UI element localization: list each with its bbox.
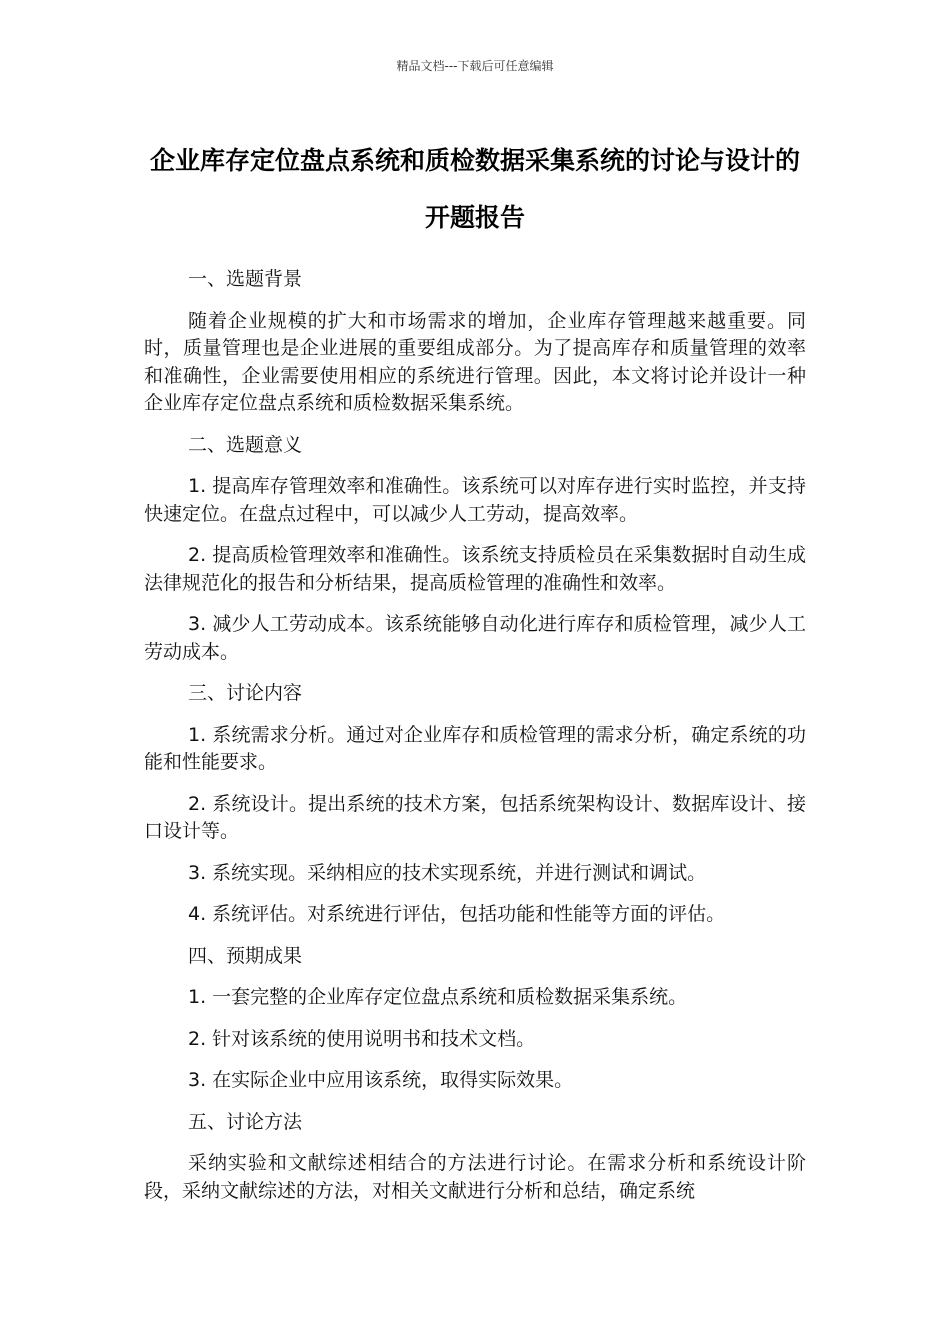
- page-header: 精品文档---下载后可任意编辑: [396, 59, 554, 73]
- section-heading-background: 一、选题背景: [188, 268, 303, 290]
- content-item-4: 4. 系统评估。对系统进行评估，包括功能和性能等方面的评估。: [188, 903, 726, 925]
- document-title: 企业库存定位盘点系统和质检数据采集系统的讨论与设计的开题报告: [149, 146, 800, 232]
- methods-paragraph: 采纳实验和文献综述相结合的方法进行讨论。在需求分析和系统设计阶段，采纳文献综述的方法，对相关文献进行分析和总结，确定系统: [144, 1152, 806, 1202]
- section-heading-outcomes: 四、预期成果: [188, 944, 303, 967]
- document-body: [144, 266, 806, 1219]
- outcome-item-2: 2. 针对该系统的使用说明书和技术文档。: [188, 1027, 536, 1050]
- content-item-2: 2. 系统设计。提出系统的技术方案，包括系统架构设计、数据库设计、接口设计等。: [144, 792, 806, 842]
- outcome-item-3: 3. 在实际企业中应用该系统，取得实际效果。: [188, 1069, 574, 1091]
- section-heading-significance: 二、选题意义: [188, 433, 303, 456]
- significance-item-2: 2. 提高质检管理效率和准确性。该系统支持质检员在采集数据时自动生成法律规范化的报告和分析结果，提高质检管理的准确性和效率。: [144, 544, 806, 594]
- content-item-3: 3. 系统实现。采纳相应的技术实现系统，并进行测试和调试。: [188, 861, 707, 884]
- section-heading-content: 三、讨论内容: [188, 682, 303, 704]
- outcome-item-1: 1. 一套完整的企业库存定位盘点系统和质检数据采集系统。: [188, 986, 688, 1008]
- section-heading-methods: 五、讨论方法: [188, 1110, 303, 1133]
- significance-item-1: 1. 提高库存管理效率和准确性。该系统可以对库存进行实时监控，并支持快速定位。在盘点过程中，可以减少人工劳动，提高效率。: [144, 475, 806, 525]
- significance-item-3: 3. 减少人工劳动成本。该系统能够自动化进行库存和质检管理，减少人工劳动成本。: [144, 613, 806, 663]
- background-paragraph: 随着企业规模的扩大和市场需求的增加，企业库存管理越来越重要。同时，质量管理也是企业进展的重要组成部分。为了提高库存和质量管理的效率和准确性，企业需要使用相应的系统进行管理。因此，本文将讨论并设计一种企业库存定位盘点系统和质检数据采集系统。: [144, 309, 806, 414]
- content-item-1: 1. 系统需求分析。通过对企业库存和质检管理的需求分析，确定系统的功能和性能要求。: [144, 723, 806, 773]
